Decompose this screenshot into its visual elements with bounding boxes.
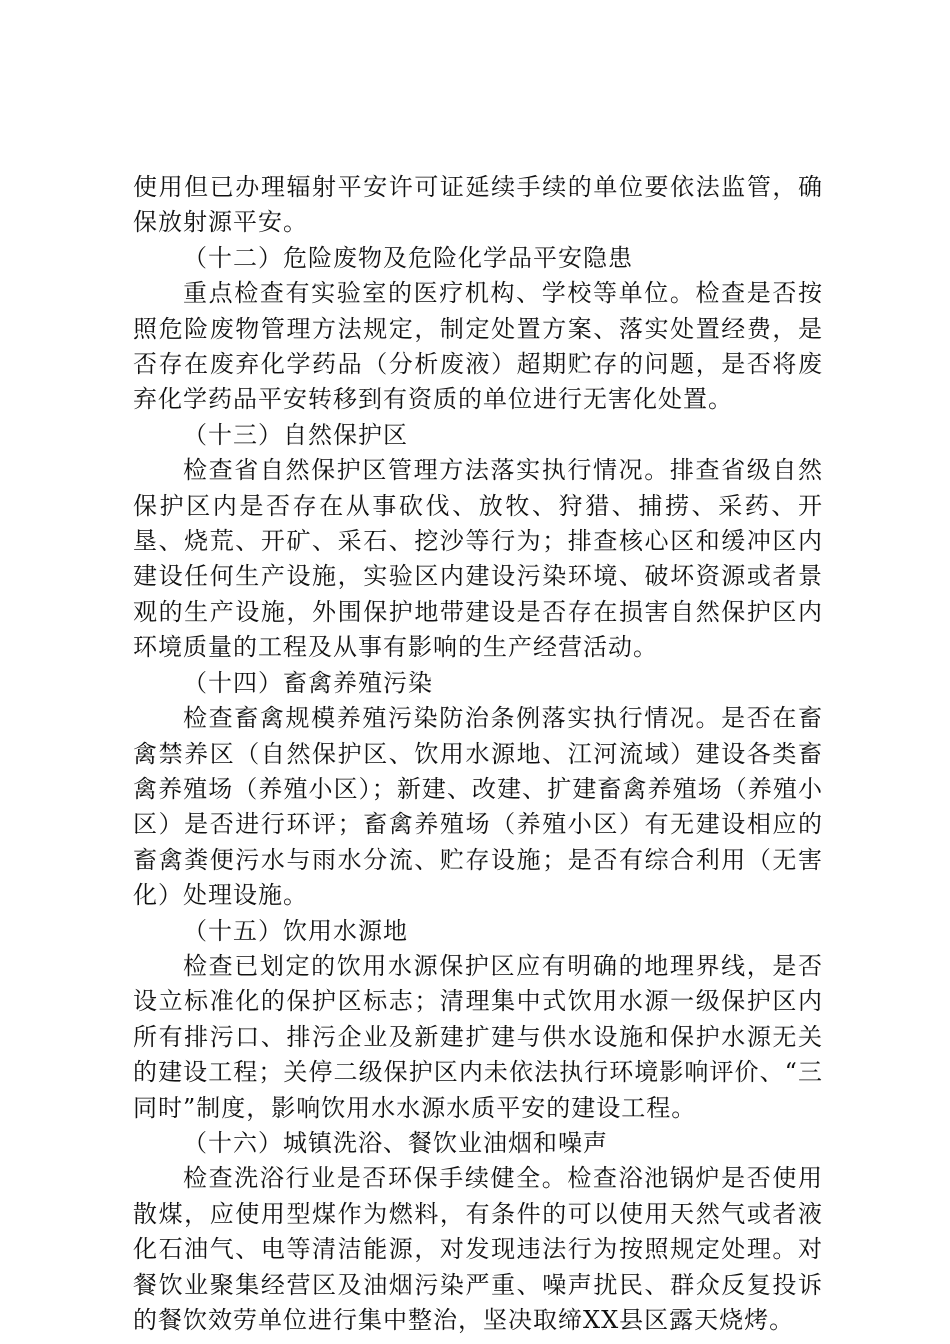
section-heading-15: （十五）饮用水源地 xyxy=(183,916,408,945)
paragraph-continuation: 使用但已办理辐射平安许可证延续手续的单位要依法监管，确保放射源平安。 xyxy=(133,173,823,237)
paragraph-drinking-water: 检查已划定的饮用水源保护区应有明确的地理界线，是否设立标准化的保护区标志；清理集中式饮用水源一级保护区内所有排污口、排污企业及新建扩建与供水设施和保护水源无关的建设工程；关停二级保护区内未依法执行环境影响评价、“三同时”制度，影响饮用水水源水质平安的建设工程。 xyxy=(133,951,823,1122)
paragraph-livestock-pollution: 检查畜禽规模养殖污染防治条例落实执行情况。是否在畜禽禁养区（自然保护区、饮用水源地、江河流域）建设各类畜禽养殖场（养殖小区）；新建、改建、扩建畜禽养殖场（养殖小区）是否进行环评；畜禽养殖场（养殖小区）有无建设相应的畜禽粪便污水与雨水分流、贮存设施；是否有综合利用（无害化）处理设施。 xyxy=(133,704,823,910)
paragraph-nature-reserve: 检查省自然保护区管理方法落实执行情况。排查省级自然保护区内是否存在从事砍伐、放牧、狩猎、捕捞、采药、开垦、烧荒、开矿、采石、挖沙等行为；排查核心区和缓冲区内建设任何生产设施，实验区内建设污染环境、破坏资源或者景观的生产设施，外围保护地带建设是否存在损害自然保护区内环境质量的工程及从事有影响的生产经营活动。 xyxy=(133,456,823,662)
section-heading-14: （十四）畜禽养殖污染 xyxy=(183,668,433,697)
paragraph-bathing-catering: 检查洗浴行业是否环保手续健全。检查浴池锅炉是否使用散煤，应使用型煤作为燃料，有条件的可以使用天然气或者液化石油气、电等清洁能源，对发现违法行为按照规定处理。对餐饮业聚集经营区及油烟污染严重、噪声扰民、群众反复投诉的餐饮效劳单位进行集中整治，坚决取缔XX县区露天烧烤。 xyxy=(133,1164,823,1334)
section-heading-13: （十三）自然保护区 xyxy=(183,420,408,449)
document-body xyxy=(133,170,823,1338)
section-heading-16: （十六）城镇洗浴、餐饮业油烟和噪声 xyxy=(183,1128,608,1157)
section-heading-12: （十二）危险废物及危险化学品平安隐患 xyxy=(183,243,633,272)
paragraph-hazardous-waste: 重点检查有实验室的医疗机构、学校等单位。检查是否按照危险废物管理方法规定，制定处置方案、落实处置经费，是否存在废弃化学药品（分析废液）超期贮存的问题，是否将废弃化学药品平安转移到有资质的单位进行无害化处置。 xyxy=(133,279,823,414)
